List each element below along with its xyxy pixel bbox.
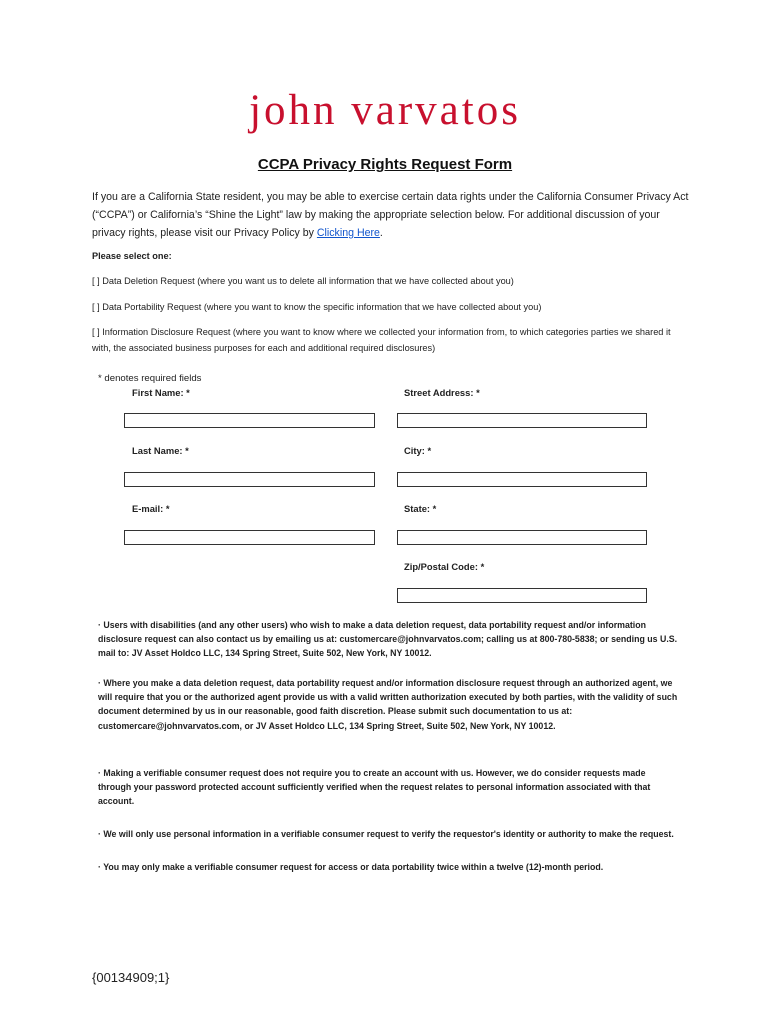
note-authorized-agent: · Where you make a data deletion request, data portability request and/or information disclosure request through an authorized agent, we will require that you or the authorized agent provide us with a valid written authorization executed by both parties, with the validity of such document determined by us in our reasonable, good faith discretion. Please submit such documentation to us at: customercare@johnvarvatos.com, or JV Asset Holdco LLC, 134 Spring Street, Suite 502, New York, NY 10012. xyxy=(98,678,678,731)
zip-code-label: Zip/Postal Code: * xyxy=(404,561,485,572)
intro-paragraph xyxy=(92,188,692,242)
note-request-frequency: · You may only make a verifiable consumer request for access or data portability twice within a twelve (12)-month period. xyxy=(98,862,604,872)
option-data-portability[interactable]: [ ] Data Portability Request (where you want to know the specific information that we have collected about you) xyxy=(92,302,542,312)
state-label: State: * xyxy=(404,503,437,514)
select-heading: Please select one: xyxy=(92,251,172,261)
intro-end: . xyxy=(379,227,383,239)
first-name-label: First Name: * xyxy=(132,387,190,398)
intro-text: If you are a California State resident, you may be able to exercise certain data rights under the California Consumer Privacy Act (“CCPA”) or California’s “Shine the Light” law by making the appropriate selection below. For additional discussion of your privacy rights, please visit our Privacy Policy by xyxy=(92,191,689,239)
street-address-label: Street Address: * xyxy=(404,387,480,398)
brand-logo: john varvatos xyxy=(249,87,521,134)
first-name-field[interactable] xyxy=(124,413,375,428)
email-field[interactable] xyxy=(124,530,375,545)
city-field[interactable] xyxy=(397,472,647,487)
state-field[interactable] xyxy=(397,530,647,545)
zip-code-field[interactable] xyxy=(397,588,647,603)
note-personal-information-use: · We will only use personal information in a verifiable consumer request to verify the requestor's identity or authority to make the request. xyxy=(98,829,674,839)
city-label: City: * xyxy=(404,445,432,456)
document-id-footer: {00134909;1} xyxy=(92,970,170,985)
last-name-label: Last Name: * xyxy=(132,445,189,456)
note-disabilities: · Users with disabilities (and any other users) who wish to make a data deletion request, data portability request and/or information disclosure request can also contact us by emailing us at: customercare@johnvarvatos.com; calling us at 800-780-5838; or sending us U.S. mail to: JV Asset Holdco LLC, 134 Spring Street, Suite 502, New York, NY 10012. xyxy=(98,620,678,659)
option-information-disclosure[interactable]: [ ] Information Disclosure Request (where you want to know where we collected your information from, to which categories parties we shared it with, the associated business purposes for each and additional required disclosures) xyxy=(92,327,671,353)
email-label: E-mail: * xyxy=(132,503,170,514)
street-address-field[interactable] xyxy=(397,413,647,428)
note-verifiable-request: · Making a verifiable consumer request does not require you to create an account with us. However, we do consider requests made through your password protected account sufficiently verified when the request relates to personal information associated with that account. xyxy=(98,768,651,807)
option-data-deletion[interactable]: [ ] Data Deletion Request (where you want us to delete all information that we have collected about you) xyxy=(92,276,514,286)
page-title: CCPA Privacy Rights Request Form xyxy=(257,156,513,173)
last-name-field[interactable] xyxy=(124,472,375,487)
required-fields-note: * denotes required fields xyxy=(98,373,202,384)
privacy-policy-link[interactable]: Clicking Here xyxy=(316,227,380,239)
